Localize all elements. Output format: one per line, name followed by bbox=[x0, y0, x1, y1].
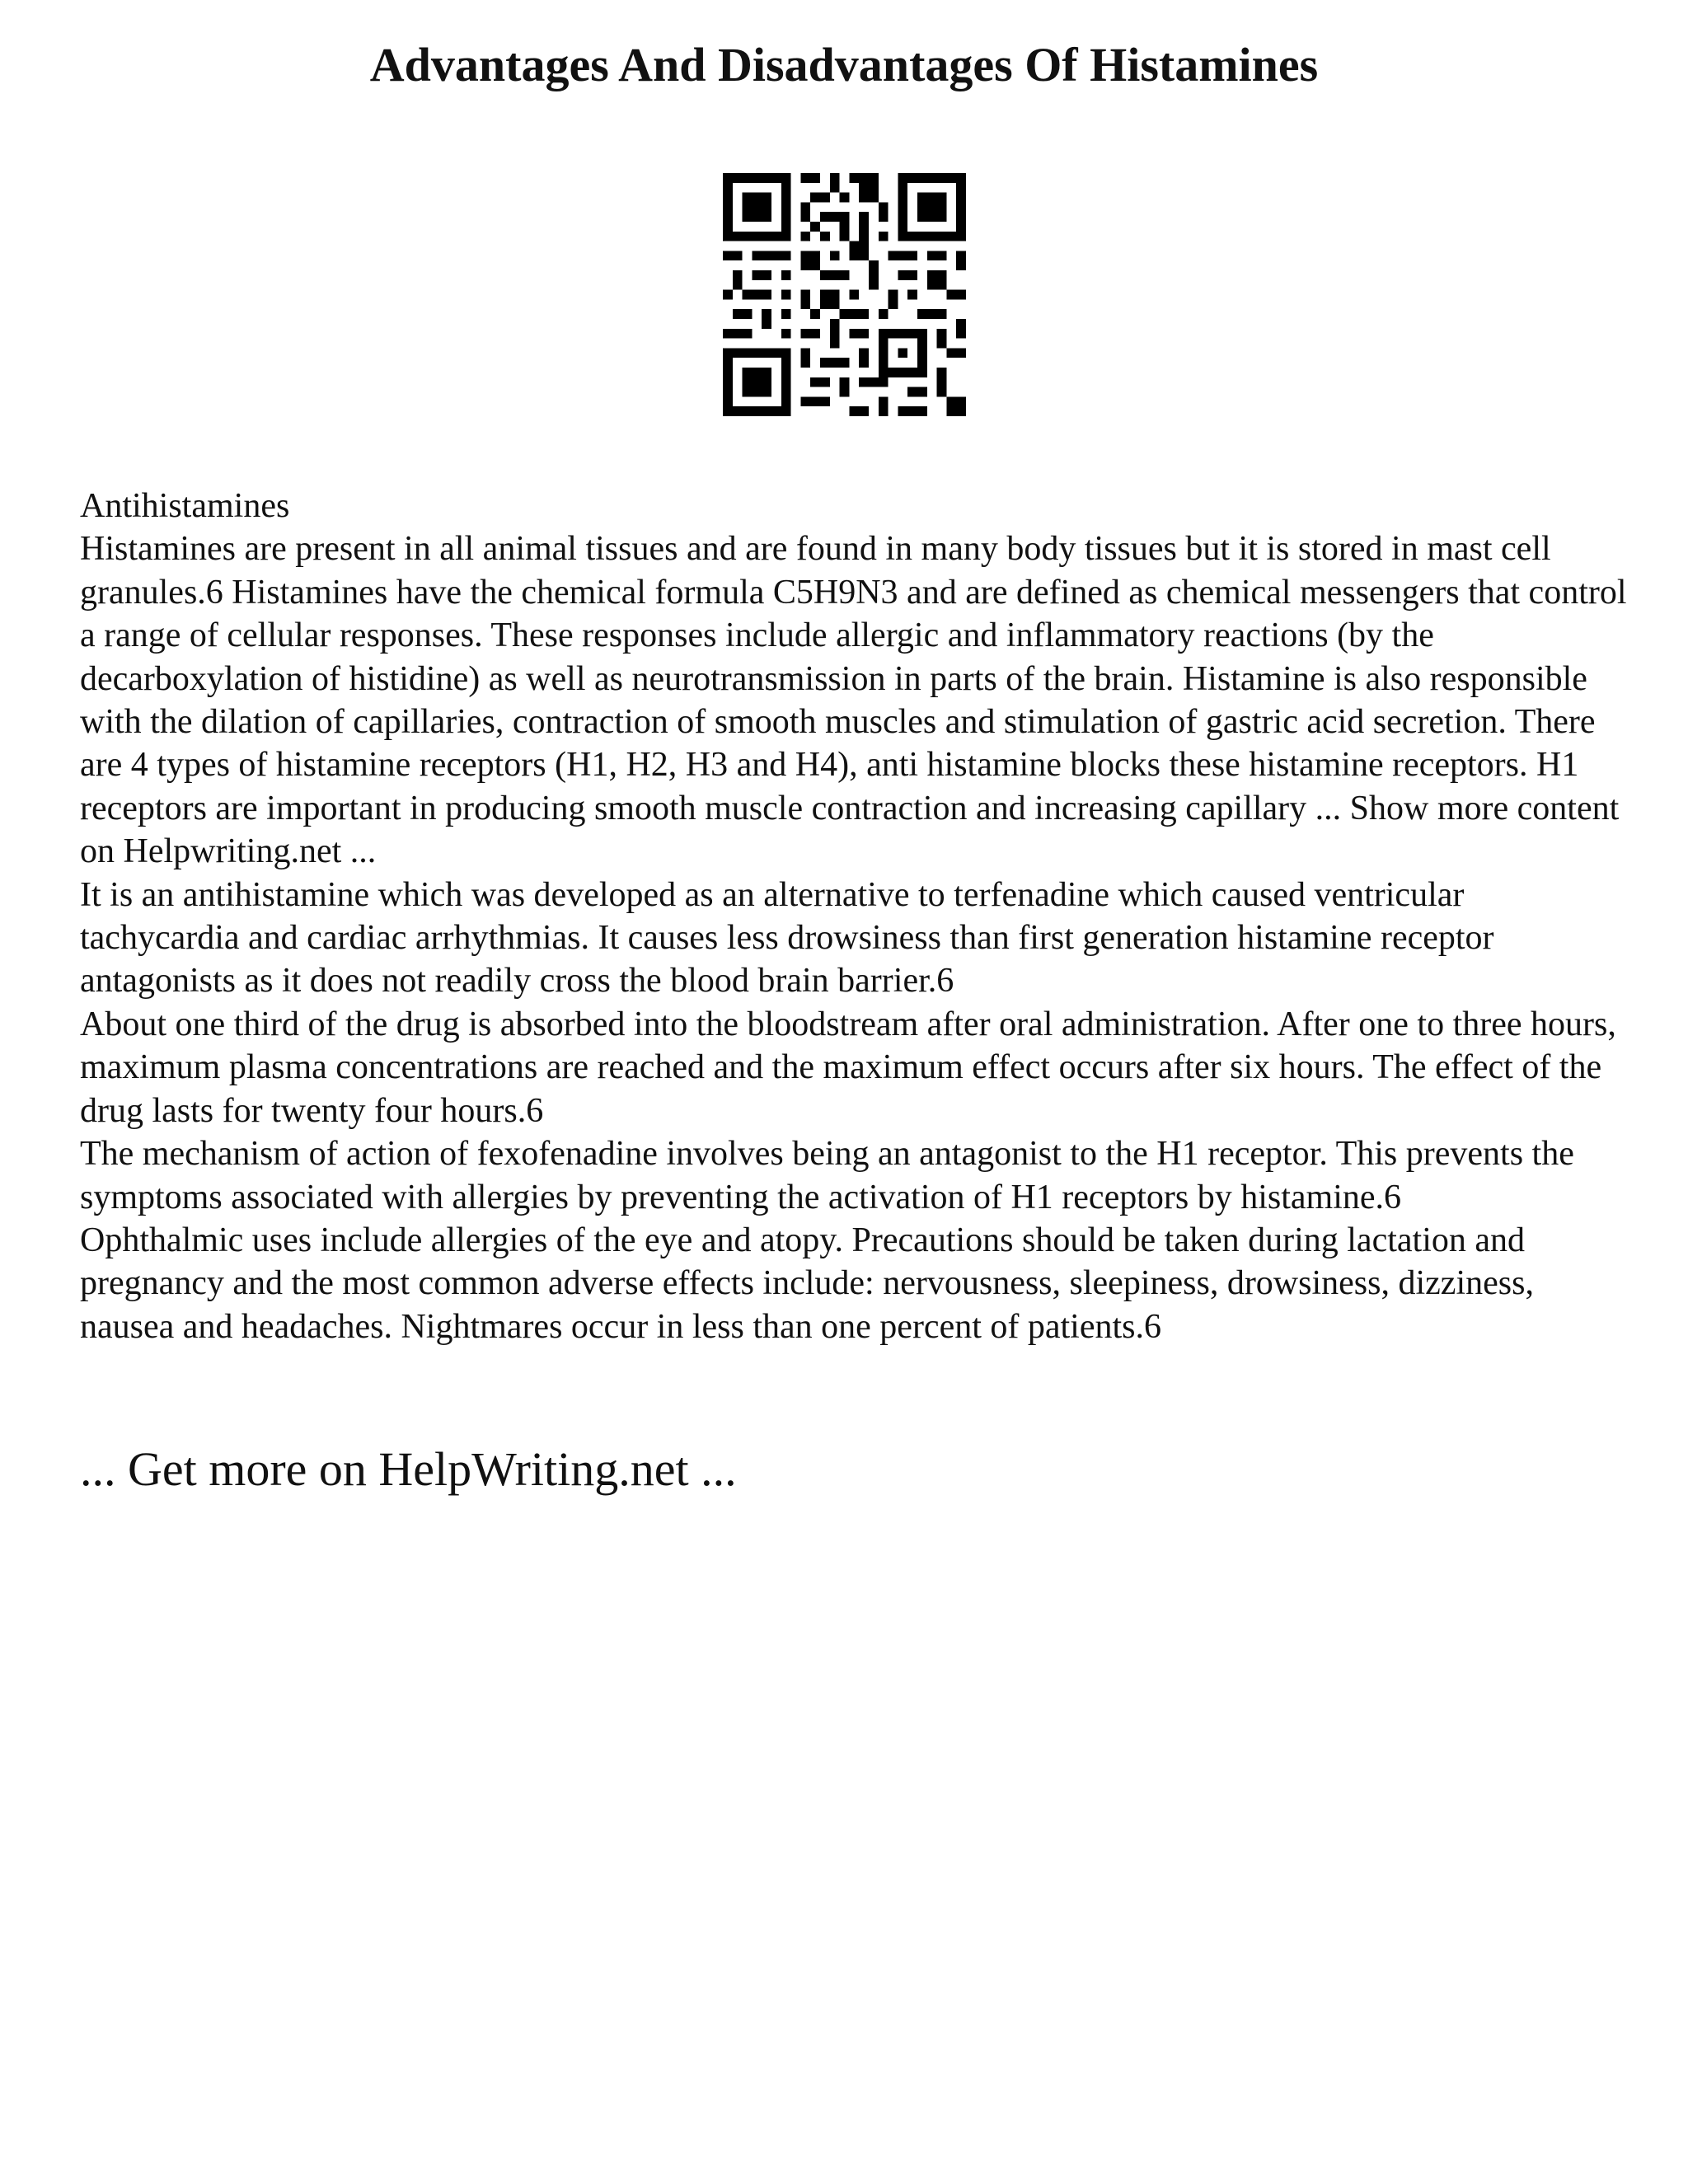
article-body bbox=[80, 485, 1629, 1348]
article-paragraph: It is an antihistamine which was developed as an alternative to terfenadine which caused ventricular tachycardia and cardiac arrhythmias. It causes less drowsiness than first generation histamine receptor antagonists as it does not readily cross the blood brain barrier.6 bbox=[80, 875, 1494, 1001]
qr-code-graphic bbox=[723, 173, 966, 416]
article-paragraph: Ophthalmic uses include allergies of the eye and atopy. Precautions should be taken during lactation and pregnancy and the most common adverse effects include: nervousness, sleepiness, drowsiness, dizziness, nausea and headaches. Nightmares occur in less than one percent of patients.6 bbox=[80, 1221, 1534, 1346]
article-paragraph: Histamines are present in all animal tissues and are found in many body tissues but it is stored in mast cell granules.6 Histamines have the chemical formula C5H9N3 and are defined as chemical messengers that control a range of cellular responses. These responses include allergic and inflammatory reactions (by the decarboxylation of histidine) as well as neurotransmission in parts of the brain. Histamine is also responsible with the dilation of capillaries, contraction of smooth muscles and stimulation of gastric acid secretion. There are 4 types of histamine receptors (H1, H2, H3 and H4), anti histamine blocks these histamine receptors. H1 receptors are important in producing smooth muscle contraction and increasing capillary ... Show more content on Helpwriting.net ... bbox=[80, 530, 1627, 871]
article-heading: Antihistamines bbox=[80, 487, 290, 525]
article-paragraph: The mechanism of action of fexofenadine involves being an antagonist to the H1 receptor. This prevents the symptoms associated with allergies by preventing the activation of H1 receptors by histamine.6 bbox=[80, 1135, 1574, 1216]
get-more-link[interactable]: ... Get more on HelpWriting.net ... bbox=[80, 1442, 737, 1496]
page-title: Advantages And Disadvantages Of Histamines bbox=[369, 38, 1319, 91]
qr-code-icon[interactable] bbox=[723, 173, 966, 416]
article-paragraph: About one third of the drug is absorbed into the bloodstream after oral administration. After one to three hours, maximum plasma concentrations are reached and the maximum effect occurs after six hours. The effect of the drug lasts for twenty four hours.6 bbox=[80, 1005, 1616, 1130]
